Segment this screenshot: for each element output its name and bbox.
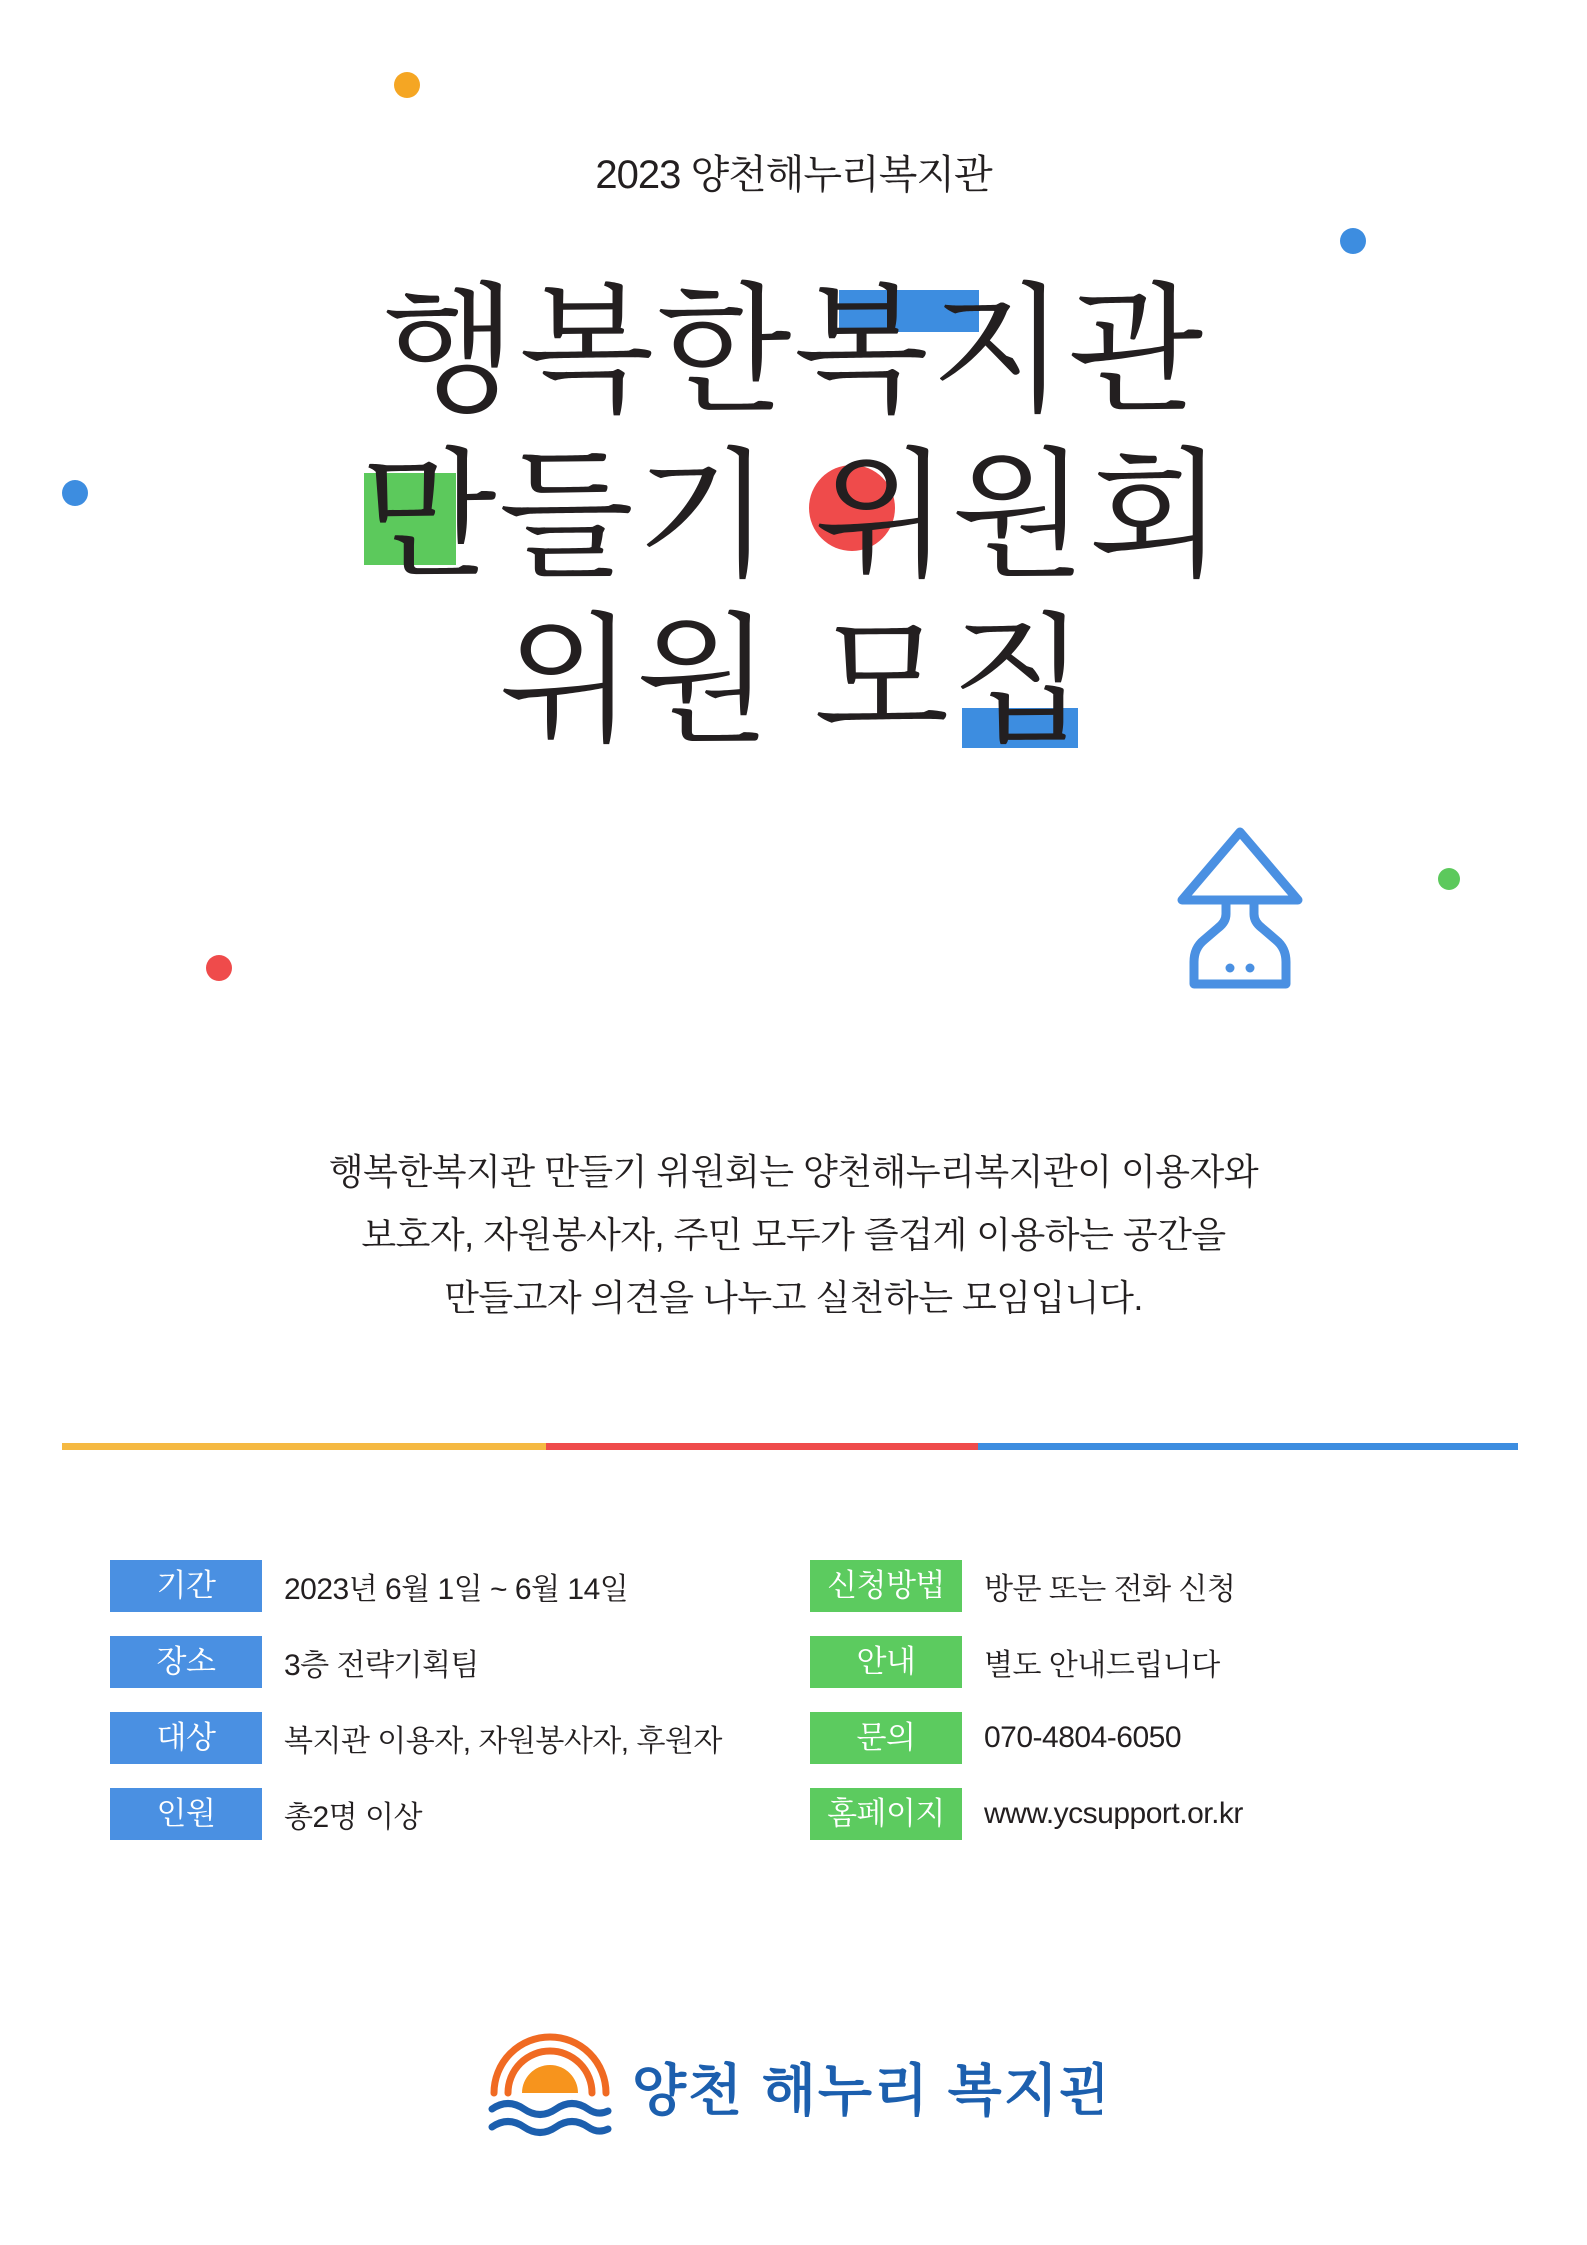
info-value-place: 3층 전략기획팀 [284, 1649, 479, 1682]
description-line-3: 만들고자 의견을 나누고 실천하는 모임입니다. [444, 1277, 1143, 1318]
poster-eyebrow: 2023 양천해누리복지관 [595, 153, 992, 197]
info-label-apply-method: 신청방법 [810, 1560, 962, 1612]
info-row [810, 1636, 1490, 1688]
divider-blue [978, 1443, 1518, 1450]
info-label-headcount: 인원 [110, 1788, 262, 1840]
info-row [810, 1788, 1490, 1840]
info-row [810, 1712, 1490, 1764]
info-value-target: 복지관 이용자, 자원봉사자, 후원자 [284, 1725, 722, 1758]
color-divider [62, 1443, 1518, 1450]
divider-red [546, 1443, 978, 1450]
divider-yellow [62, 1443, 546, 1450]
svg-text:양천 해누리 복지관: 양천 해누리 복지관 [631, 2059, 1102, 2122]
title-line-2: 만들기 위원회 [361, 437, 1226, 595]
description-line-1: 행복한복지관 만들기 위원회는 양천해누리복지관이 이용자와 [328, 1151, 1259, 1192]
organization-logo [0, 2031, 1587, 2149]
lamp-icon [1160, 822, 1320, 1002]
decor-dot-blue-right [1340, 228, 1366, 254]
info-value-guide: 별도 안내드립니다 [984, 1649, 1220, 1682]
decor-dot-green [1438, 868, 1460, 890]
poster-title [0, 268, 1587, 764]
info-table [110, 1560, 1490, 1840]
info-row [110, 1788, 810, 1840]
title-line-3: 위원 모집 [498, 602, 1089, 760]
sunrise-wave-logo-icon [486, 2031, 614, 2149]
description-line-2: 보호자, 자원봉사자, 주민 모두가 즐겁게 이용하는 공간을 [361, 1214, 1226, 1255]
info-row [110, 1560, 810, 1612]
decor-dot-orange [394, 72, 420, 98]
info-column-left [110, 1560, 810, 1840]
info-label-homepage: 홈페이지 [810, 1788, 962, 1840]
info-column-right [810, 1560, 1490, 1840]
info-value-apply-method: 방문 또는 전화 신청 [984, 1573, 1236, 1606]
info-value-headcount: 총2명 이상 [284, 1801, 422, 1834]
info-value-contact: 070-4804-6050 [984, 1721, 1182, 1754]
info-label-guide: 안내 [810, 1636, 962, 1688]
info-label-target: 대상 [110, 1712, 262, 1764]
info-label-period: 기간 [110, 1560, 262, 1612]
decor-dot-red [206, 955, 232, 981]
title-line-1: 행복한복지관 [381, 272, 1206, 429]
poster-description [0, 1140, 1587, 1329]
info-value-period: 2023년 6월 1일 ~ 6월 14일 [284, 1573, 629, 1606]
info-row [110, 1712, 810, 1764]
logo-wordmark [632, 2042, 1102, 2138]
info-value-homepage[interactable]: www.ycsupport.or.kr [984, 1797, 1243, 1830]
info-row [810, 1560, 1490, 1612]
info-label-contact: 문의 [810, 1712, 962, 1764]
info-label-place: 장소 [110, 1636, 262, 1688]
info-row [110, 1636, 810, 1688]
